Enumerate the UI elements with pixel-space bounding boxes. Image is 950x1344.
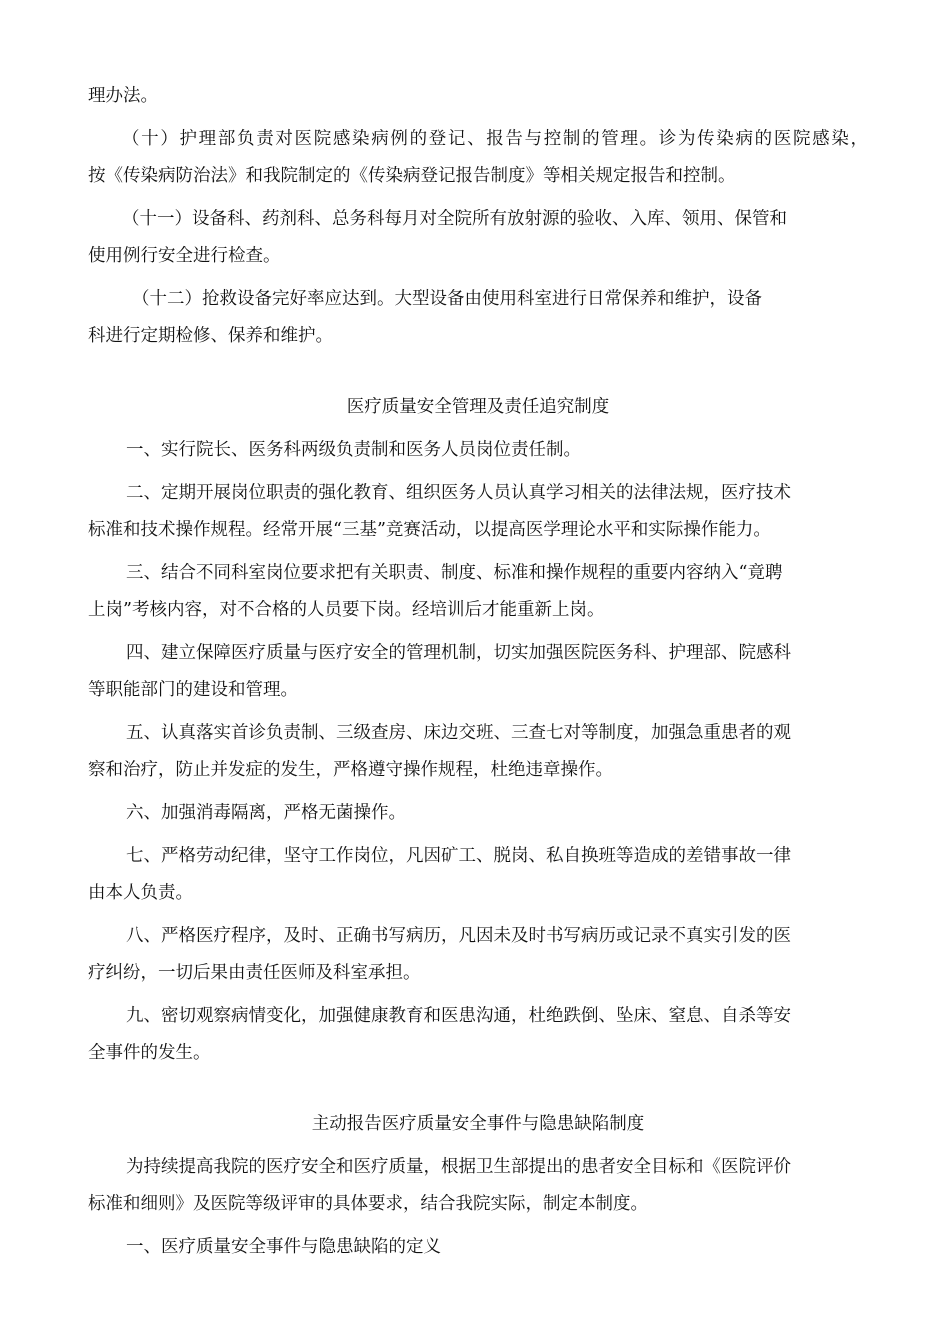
text-line: 八、严格医疗程序，及时、正确书写病历，凡因未及时书写病历或记录不真实引发的医 [126,926,791,946]
list-item [88,475,868,549]
paragraph-item-12 [88,281,868,355]
text-line: 等职能部门的建设和管理。 [88,680,298,700]
text-line: 一、医疗质量安全事件与隐患缺陷的定义 [126,1237,441,1257]
list-item [88,838,868,912]
text-line: 三、结合不同科室岗位要求把有关职责、制度、标准和操作规程的重要内容纳入“竟聘 [126,563,783,583]
list-item [88,555,868,629]
text-line: 标准和技术操作规程。经常开展“三基”竞赛活动，以提高医学理论水平和实际操作能力。 [88,520,771,540]
list-item [88,795,868,832]
text-line: 使用例行安全进行检查。 [88,246,281,266]
text-line: 九、密切观察病情变化，加强健康教育和医患沟通，杜绝跌倒、坠床、窒息、自杀等安 [126,1006,791,1026]
text-line: 理办法。 [88,86,158,106]
text-line: 由本人负责。 [88,883,193,903]
text-line: 标准和细则》及医院等级评审的具体要求，结合我院实际，制定本制度。 [88,1194,648,1214]
paragraph-continuation [88,78,868,115]
text-line: （十）护理部负责对医院感染病例的登记、报告与控制的管理。诊为传染病的医院感染， [122,129,868,149]
text-line: 全事件的发生。 [88,1043,211,1063]
list-item [88,635,868,709]
list-item [88,715,868,789]
text-line: 为持续提高我院的医疗安全和医疗质量，根据卫生部提出的患者安全目标和《医院评价 [126,1157,791,1177]
text-line: （十一）设备科、药剂科、总务科每月对全院所有放射源的验收、入库、领用、保管和 [122,209,787,229]
paragraph-item-11 [88,201,868,275]
paragraph-intro [88,1149,868,1223]
text-line: 六、加强消毒隔离，严格无菌操作。 [126,803,406,823]
list-item [88,1229,868,1266]
text-line: 上岗”考核内容，对不合格的人员要下岗。经培训后才能重新上岗。 [88,600,605,620]
text-line: 四、建立保障医疗质量与医疗安全的管理机制，切实加强医院医务科、护理部、院感科 [126,643,791,663]
text-line: 察和治疗，防止并发症的发生，严格遵守操作规程，杜绝违章操作。 [88,760,613,780]
paragraph-item-10 [88,121,868,195]
document-page [88,78,868,1266]
list-item [88,918,868,992]
text-line: 科进行定期检修、保养和维护。 [88,326,333,346]
list-item [88,998,868,1072]
text-line: 一、实行院长、医务科两级负责制和医务人员岗位责任制。 [126,440,581,460]
text-line: 七、严格劳动纪律，坚守工作岗位，凡因矿工、脱岗、私自换班等造成的差错事故一律 [126,846,791,866]
text-line: 二、定期开展岗位职责的强化教育、组织医务人员认真学习相关的法律法规，医疗技术 [126,483,791,503]
section-title: 医疗质量安全管理及责任追究制度 [346,397,610,417]
section-title: 主动报告医疗质量安全事件与隐患缺陷制度 [311,1114,645,1134]
text-line: 五、认真落实首诊负责制、三级查房、床边交班、三查七对等制度，加强急重患者的观 [126,723,791,743]
text-line: 疗纠纷，一切后果由责任医师及科室承担。 [88,963,421,983]
text-line: （十二）抢救设备完好率应达到。大型设备由使用科室进行日常保养和维护，设备 [132,289,762,309]
text-line: 按《传染病防治法》和我院制定的《传染病登记报告制度》等相关规定报告和控制。 [88,166,736,186]
list-item [88,432,868,469]
